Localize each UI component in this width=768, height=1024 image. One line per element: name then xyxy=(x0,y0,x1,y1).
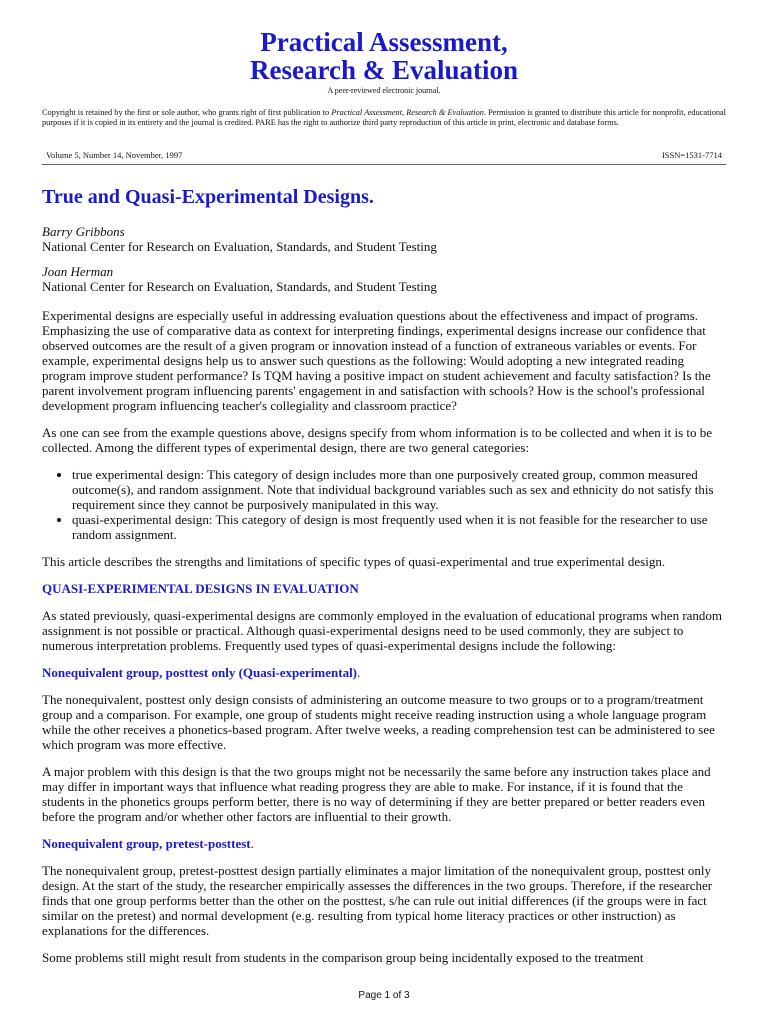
volume-info: Volume 5, Number 14, November, 1997 xyxy=(46,150,183,160)
article-title: True and Quasi-Experimental Designs. xyxy=(42,186,374,208)
author-name: Barry Gribbons xyxy=(42,224,125,239)
author-affiliation: National Center for Research on Evaluation, Standards, and Student Testing xyxy=(42,239,437,254)
paragraph: As stated previously, quasi-experimental designs are commonly employed in the evaluation of educational programs when random assignment is not possible or practical. Although quasi-experimental designs need to be used commonly, they are subject to numerous interpretation problems. Frequently used types of quasi-experimental designs include the following: xyxy=(42,608,723,653)
page-number: Page 1 of 3 xyxy=(358,990,410,1001)
journal-title-line1: Practical Assessment, xyxy=(260,27,508,57)
paragraph: As one can see from the example questions above, designs specify from whom information is to be collected and when it is to be collected. Among the different types of experimental design, there are two general categories: xyxy=(42,425,713,455)
paragraph: Experimental designs are especially useful in addressing evaluation questions about the effectiveness and impact of programs. Emphasizing the use of comparative data as context for interpreting findings, experimental designs increase our confidence that observed outcomes are the result of a given program or innovation instead of a function of extraneous variables or events. For example, experimental designs help us to answer such questions as the following: Would adopting a new integrated reading program improve student performance? Is TQM having a positive impact on student achievement and faculty satisfaction? Is the parent involvement program influencing parents' engagement in and satisfaction with schools? How is the school's professional development program influencing teacher's collegiality and classroom practice? xyxy=(42,308,711,413)
journal-title-line2: Research & Evaluation xyxy=(250,55,518,85)
author-block xyxy=(42,264,725,294)
paragraph: A major problem with this design is that the two groups might not be necessarily the same before any instruction takes place and may differ in important ways that influence what reading progress they are able to make. For instance, if it is found that the students in the phonetics groups perform better, there is no way of determining if they are better prepared or better readers even before the program and/or whether other factors are influential to their growth. xyxy=(42,764,711,824)
list-item: • true experimental design: This category of design includes more than one purposively created group, common measured outcome(s), and random assignment. Note that individual background variables such as sex and ethnicity do not satisfy this requirement since they cannot be purposively manipulated in this way. xyxy=(72,467,725,512)
paragraph: This article describes the strengths and limitations of specific types of quasi-experimental and true experimental design. xyxy=(42,554,666,569)
subsection-heading: Nonequivalent group, pretest-posttest. xyxy=(42,836,254,851)
author-name: Joan Herman xyxy=(42,264,114,279)
issn: ISSN=1531-7714 xyxy=(661,150,722,160)
list-item: • quasi-experimental design: This category of design is most frequently used when it is not feasible for the researcher to use random assignment. xyxy=(72,512,725,542)
paragraph: The nonequivalent group, pretest-posttest design partially eliminates a major limitation of the nonequivalent group, posttest only design. At the start of the study, the researcher empirically assesses the differences in the two groups. Therefore, if the researcher finds that one group performs better than the other on the posttest, s/he can rule out initial differences (if the groups were in fact similar on the pretest) and normal development (e.g. resulting from typical home literacy practices or other instruction) as explanations for the differences. xyxy=(42,863,713,938)
paragraph: Some problems still might result from students in the comparison group being incidentally exposed to the treatment xyxy=(42,950,644,965)
header-divider xyxy=(42,164,726,165)
journal-title xyxy=(0,28,768,84)
subsection-heading: Nonequivalent group, posttest only (Quasi-experimental). xyxy=(42,665,361,680)
journal-tagline: A peer-reviewed electronic journal. xyxy=(327,86,441,95)
paragraph: The nonequivalent, posttest only design consists of administering an outcome measure to two groups or to a program/treatment group and a comparison. For example, one group of students might receive reading instruction using a whole language program while the other receives a phonetics-based program. After twelve weeks, a reading comprehension test can be administered to see which program was more effective. xyxy=(42,692,715,752)
copyright-journal-name: Practical Assessment, Research & Evaluation xyxy=(331,108,484,117)
author-affiliation: National Center for Research on Evaluation, Standards, and Student Testing xyxy=(42,279,437,294)
design-categories-list xyxy=(42,467,725,542)
copyright-notice: Copyright is retained by the first or sole author, who grants right of first publication to Practical Assessment, Research & Evaluation. Permission is granted to distribute this article for nonprofit, educational purposes if it is copied in its entirety and the journal is credited. PARE has the right to authorize third party reproduction of this article in print, electronic and database forms. xyxy=(42,108,726,127)
section-heading: QUASI-EXPERIMENTAL DESIGNS IN EVALUATION xyxy=(42,581,359,596)
article-body xyxy=(42,185,725,977)
author-block xyxy=(42,224,725,254)
